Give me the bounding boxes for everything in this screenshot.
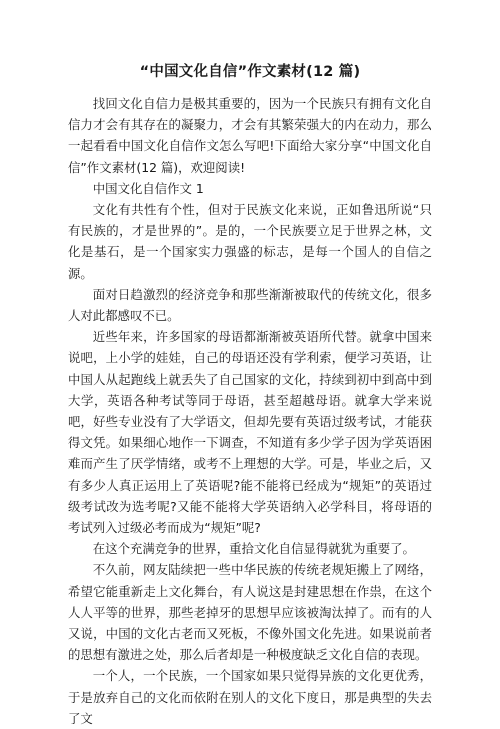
intro-paragraph: 找回文化自信力是极其重要的，因为一个民族只有拥有文化自信力才会有其存在的凝聚力，才会有其繁荣强大的内在动力，那么一起看看中国文化自信作文怎么写吧!下面给大家分享“中国文化自信”作文素材(12 篇)，欢迎阅读! [68, 96, 432, 175]
body-paragraph-1: 文化有共性有个性，但对于民族文化来说，正如鲁迅所说“只有民族的，才是世界的”。是的，一个民族要立足于世界之林，文化是基石，是一个国家实力强盛的标志，是每一个国人的自信之源。 [68, 202, 432, 281]
body-paragraph-5: 不久前，网友陆续把一些中华民族的传统老规矩搬上了网络，希望它能重新走上文化舞台，有人说这是封建思想在作祟，在这个人人平等的世界，那些老掉牙的思想早应该被淘汰掉了。而有的人又说，中国的文化古老而又死板，不像外国文化先进。如果说前者的思想有激进之处，那么后者却是一种极度缺乏文化自信的表现。 [68, 562, 432, 663]
body-paragraph-4: 在这个充满竞争的世界，重拾文化自信显得就犹为重要了。 [92, 541, 415, 557]
body-paragraph-2: 面对日趋激烈的经济竞争和那些渐渐被取代的传统文化，很多人对此都感叹不已。 [68, 286, 432, 324]
document-title: “中国文化自信”作文素材(12 篇) [139, 64, 361, 80]
section-heading: 中国文化自信作文 1 [92, 180, 204, 196]
body-paragraph-6: 一个人，一个民族，一个国家如果只觉得异族的文化更优秀，于是放弃自己的文化而依附在别人的文化下度日，那是典型的失去了文 [68, 668, 432, 726]
body-paragraph-3: 近些年来，许多国家的母语都渐渐被英语所代替。就拿中国来说吧，上小学的娃娃，自己的母语还没有学利索，便学习英语，让中国人从起跑线上就丢失了自己国家的文化，持续到初中到高中到大学，英语各种考试等同于母语，甚至超越母语。就拿大学来说吧，好些专业没有了大学语文，但却先要有英语过级考试，才能获得文凭。如果细心地作一下调查，不知道有多少学子因为学英语困难而产生了厌学情绪，或考不上理想的大学。可是，毕业之后，又有多少人真正运用上了英语呢?能不能将已经成为“规矩”的英语过级考试改为选考呢?又能不能将大学英语纳入必学科目，将母语的考试列入过级必考而成为“规矩”呢? [68, 329, 432, 536]
